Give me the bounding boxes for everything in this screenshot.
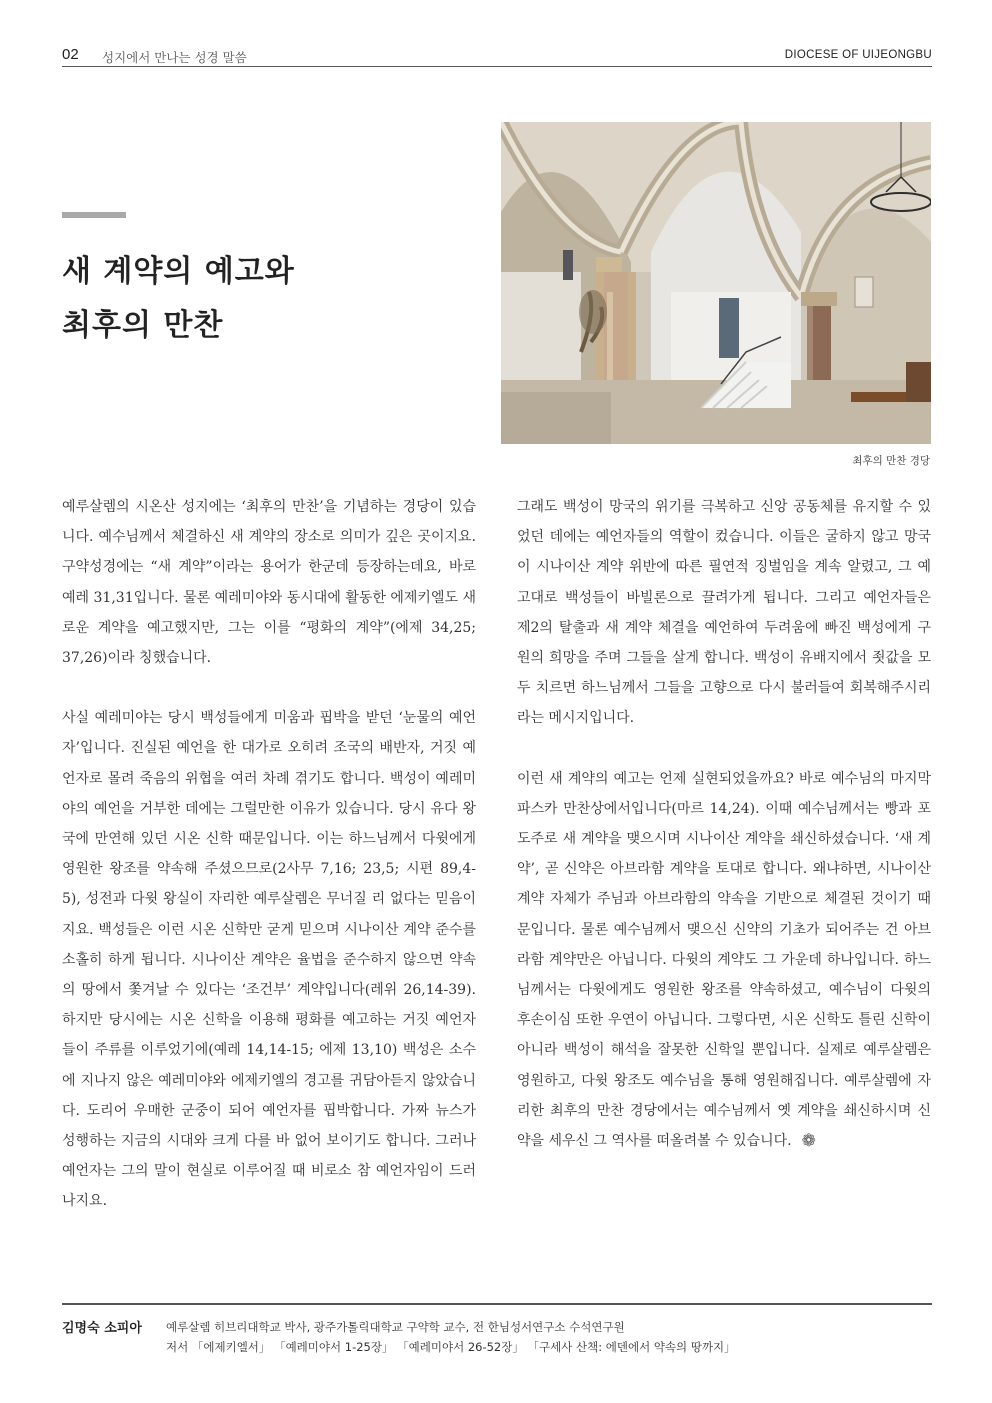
page-number: 02 <box>62 46 79 63</box>
photo-caption: 최후의 만찬 경당 <box>852 455 930 467</box>
article-title-line-2: 최후의 만찬 <box>62 308 224 343</box>
body-paragraph: 예루살렘의 시온산 성지에는 ‘최후의 만찬’을 기념하는 경당이 있습니다. 예수님께서 체결하신 새 계약의 장소로 의미가 깊은 곳이지요. 구약성경에는 “새 계약”이라는 용어가 한군데 등장하는데요, 바로 예레 31,31입니다. 물론 예레미야와 동시대에 활동한 에제키엘도 새로운 계약을 예고했지만, 그는 이를 “평화의 계약”(에제 34,25; 37,26)이라 칭했습니다. <box>62 499 476 667</box>
cenacle-photo <box>501 122 931 444</box>
section-title: 성지에서 만나는 성경 말씀 <box>102 50 247 65</box>
author-name: 김명숙 소피아 <box>62 1321 142 1336</box>
body-paragraph: 그래도 백성이 망국의 위기를 극복하고 신앙 공동체를 유지할 수 있었던 데에는 예언자들의 역할이 컸습니다. 이들은 굴하지 않고 망국이 시나이산 계약 위반에 따른 필연적 징벌임을 계속 알렸고, 그 예고대로 백성들이 바빌론으로 끌려가게 됩니다. 그리고 예언자들은 제2의 탈출과 새 계약 체결을 예언하여 두려움에 빠진 백성에게 구원의 희망을 주며 그들을 살게 합니다. 백성이 유배지에서 죗값을 모두 치르면 하느님께서 그들을 고향으로 다시 불러들여 회복해주시리라는 메시지입니다. <box>517 499 931 727</box>
rosette-icon: ❁ <box>801 1131 816 1152</box>
body-column-left <box>62 492 476 1217</box>
author-works: 저서 「에제키엘서」 「예레미야서 1-25장」 「예레미야서 26-52장」 「구세사 산책: 에덴에서 약속의 땅까지」 <box>166 1340 736 1354</box>
body-paragraph-text: 이런 새 계약의 예고는 언제 실현되었을까요? 바로 예수님의 마지막 파스카 만찬상에서입니다(마르 14,24). 이때 예수님께서는 빵과 포도주로 새 계약을 맺으시며 시나이산 계약을 쇄신하셨습니다. ‘새 계약’, 곧 신약은 아브라함 계약을 토대로 합니다. 왜냐하면, 시나이산 계약 자체가 주님과 아브라함의 약속을 기반으로 체결된 것이기 때문입니다. 물론 예수님께서 맺으신 신약의 기초가 되어주는 건 아브라함 계약만은 아닙니다. 다윗의 계약도 그 가운데 하나입니다. 하느님께서는 다윗에게도 영원한 왕조를 약속하셨고, 예수님이 다윗의 후손이심 또한 우연이 아닙니다. 그렇다면, 시온 신학도 틀린 신학이 아니라 백성이 해석을 잘못한 신학일 뿐입니다. 실제로 예루살렘은 영원하고, 다윗 왕조도 예수님을 통해 영원해집니다. 예루살렘에 자리한 최후의 만찬 경당에서는 예수님께서 옛 계약을 쇄신하시며 신약을 세우신 그 역사를 떠올려볼 수 있습니다. <box>517 770 931 1150</box>
publisher-name: DIOCESE OF UIJEONGBU <box>784 49 932 61</box>
author-bio: 예루살렘 히브리대학교 박사, 광주가톨릭대학교 구약학 교수, 전 한님성서연구소 수석연구원 <box>166 1320 625 1334</box>
body-paragraph: 사실 예레미야는 당시 백성들에게 미움과 핍박을 받던 ‘눈물의 예언자’입니다. 진실된 예언을 한 대가로 오히려 조국의 배반자, 거짓 예언자로 몰려 죽음의 위협을 여러 차례 겪기도 합니다. 백성이 예레미야의 예언을 거부한 데에는 그럴만한 이유가 있습니다. 당시 유다 왕국에 만연해 있던 시온 신학 때문입니다. 이는 하느님께서 다윗에게 영원한 왕조를 약속해 주셨으므로(2사무 7,16; 23,5; 시편 89,4-5), 성전과 다윗 왕실이 자리한 예루살렘은 무너질 리 없다는 믿음이지요. 백성들은 이런 시온 신학만 굳게 믿으며 시나이산 계약 준수를 소홀히 하게 됩니다. 시나이산 계약은 율법을 준수하지 않으면 약속의 땅에서 쫓겨날 수 있다는 ‘조건부’ 계약입니다(레위 26,14-39). 하지만 당시에는 시온 신학을 이용해 평화를 예고하는 거짓 예언자들이 주류를 이루었기에(예레 14,14-15; 에제 13,10) 백성은 소수에 지나지 않은 예레미야와 에제키엘의 경고를 귀담아듣지 않았습니다. 도리어 우매한 군중이 되어 예언자를 핍박합니다. 가짜 뉴스가 성행하는 지금의 시대와 크게 다를 바 없어 보이기도 합니다. 그러나 예언자는 그의 말이 현실로 이루어질 때 비로소 참 예언자임이 드러나지요. <box>62 710 476 1210</box>
cenacle-photo-illustration <box>501 122 931 444</box>
page-header <box>62 44 932 67</box>
body-column-right <box>517 492 931 1156</box>
title-accent-bar <box>62 212 126 218</box>
article-title-line-1: 새 계약의 예고와 <box>62 254 295 289</box>
body-paragraph <box>517 764 931 1157</box>
footer-divider <box>62 1303 932 1305</box>
